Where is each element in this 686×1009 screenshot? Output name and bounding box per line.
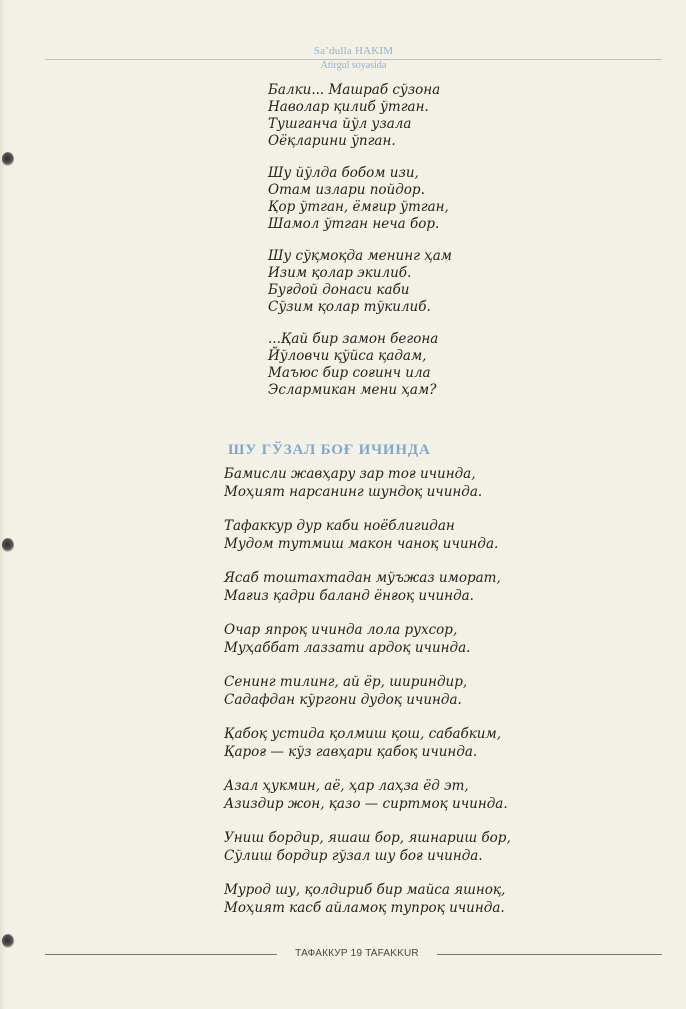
poem-line: Муҳаббат лаззати ардоқ ичинда. — [224, 639, 471, 656]
poem-first — [268, 82, 568, 414]
page-footer — [45, 946, 662, 962]
footer-text: ТАФАККУР 19 TAFAKKUR — [295, 948, 419, 959]
poem-line: Моҳият касб айламоқ тупроқ ичинда. — [224, 899, 505, 916]
poem-line: Маъюс бир соғинч ила — [268, 365, 431, 381]
poem-line: Қароғ — кўз гавҳари қабоқ ичинда. — [224, 743, 478, 760]
stanza — [224, 778, 584, 813]
poem-line: Буғдой донаси каби — [268, 282, 410, 298]
stanza — [268, 248, 568, 316]
running-header — [45, 44, 662, 72]
poem-line: Шу сўқмоқда менинг ҳам — [268, 248, 452, 264]
poem-line: Эслармикан мени ҳам? — [268, 382, 437, 398]
stanza — [224, 518, 584, 553]
poem-line: Оёқларини ўпган. — [268, 133, 396, 149]
poem-line: Шу йўлда бобом изи, — [268, 165, 419, 181]
poem-line: Очар япроқ ичинда лола рухсор, — [224, 622, 458, 638]
stanza — [224, 830, 584, 865]
poem-line: Наволар қилиб ўтган. — [268, 99, 429, 115]
poem-line: Мудом тутмиш макон чаноқ ичинда. — [224, 535, 499, 552]
stanza — [268, 165, 568, 233]
stanza — [224, 622, 584, 657]
poem-line: Тушганча йўл узала — [268, 116, 412, 132]
poem-line: ...Қай бир замон бегона — [268, 331, 439, 347]
poem-line: Азал ҳукмин, аё, ҳар лаҳза ёд эт, — [224, 778, 469, 794]
poem-line: Изим қолар экилиб. — [268, 265, 412, 281]
poem-line: Қор ўтган, ёмғир ўтган, — [268, 199, 449, 215]
poem-line: Сўлиш бордир гўзал шу боғ ичинда. — [224, 847, 483, 864]
poem-line: Тафаккур дур каби ноёблигидан — [224, 518, 455, 534]
poem-line: Отам излари пойдор. — [268, 182, 425, 198]
punch-hole — [2, 934, 14, 948]
poem-line: Балки... Машраб сўзона — [268, 82, 441, 98]
poem-line: Мағиз қадри баланд ёнғоқ ичинда. — [224, 587, 474, 604]
poem-line: Азиздир жон, қазо — сиртмоқ ичинда. — [224, 795, 508, 812]
poem-line: Шамол ўтган неча бор. — [268, 216, 440, 232]
poem-line: Садафдан кўргони дудоқ ичинда. — [224, 691, 462, 708]
poem-line: Йўловчи қўйса қадам, — [268, 348, 427, 364]
punch-hole — [2, 538, 14, 552]
stanza — [224, 726, 584, 761]
stanza — [224, 466, 584, 501]
poem-second — [224, 466, 584, 934]
poem-title: ШУ ГЎЗАЛ БОҒ ИЧИНДА — [228, 442, 431, 458]
stanza — [268, 82, 568, 150]
poem-line: Моҳият нарсанинг шундоқ ичинда. — [224, 483, 483, 500]
stanza — [224, 570, 584, 605]
stanza — [224, 674, 584, 709]
poem-line: Қабоқ устида қолмиш қош, сабабким, — [224, 726, 501, 742]
poem-line: Сўзим қолар тўкилиб. — [268, 299, 431, 315]
header-subtitle: Atirgul soyasida — [320, 60, 387, 71]
header-author: Sa’dulla HAKIM — [313, 45, 394, 57]
footer-rule-right — [437, 954, 662, 955]
poem-line: Мурод шу, қолдириб бир майса яшноқ, — [224, 882, 506, 898]
page-edge — [0, 0, 6, 1009]
punch-hole — [2, 152, 14, 166]
poem-line: Ясаб тоштахтадан мўъжаз иморат, — [224, 570, 501, 586]
poem-line: Бамисли жавҳару зар тоғ ичинда, — [224, 466, 476, 482]
stanza — [268, 331, 568, 399]
poem-line: Униш бордир, яшаш бор, яшнариш бор, — [224, 830, 511, 846]
stanza — [224, 882, 584, 917]
poem-line: Сенинг тилинг, ай ёр, шириндир, — [224, 674, 468, 690]
footer-rule-left — [45, 954, 277, 955]
